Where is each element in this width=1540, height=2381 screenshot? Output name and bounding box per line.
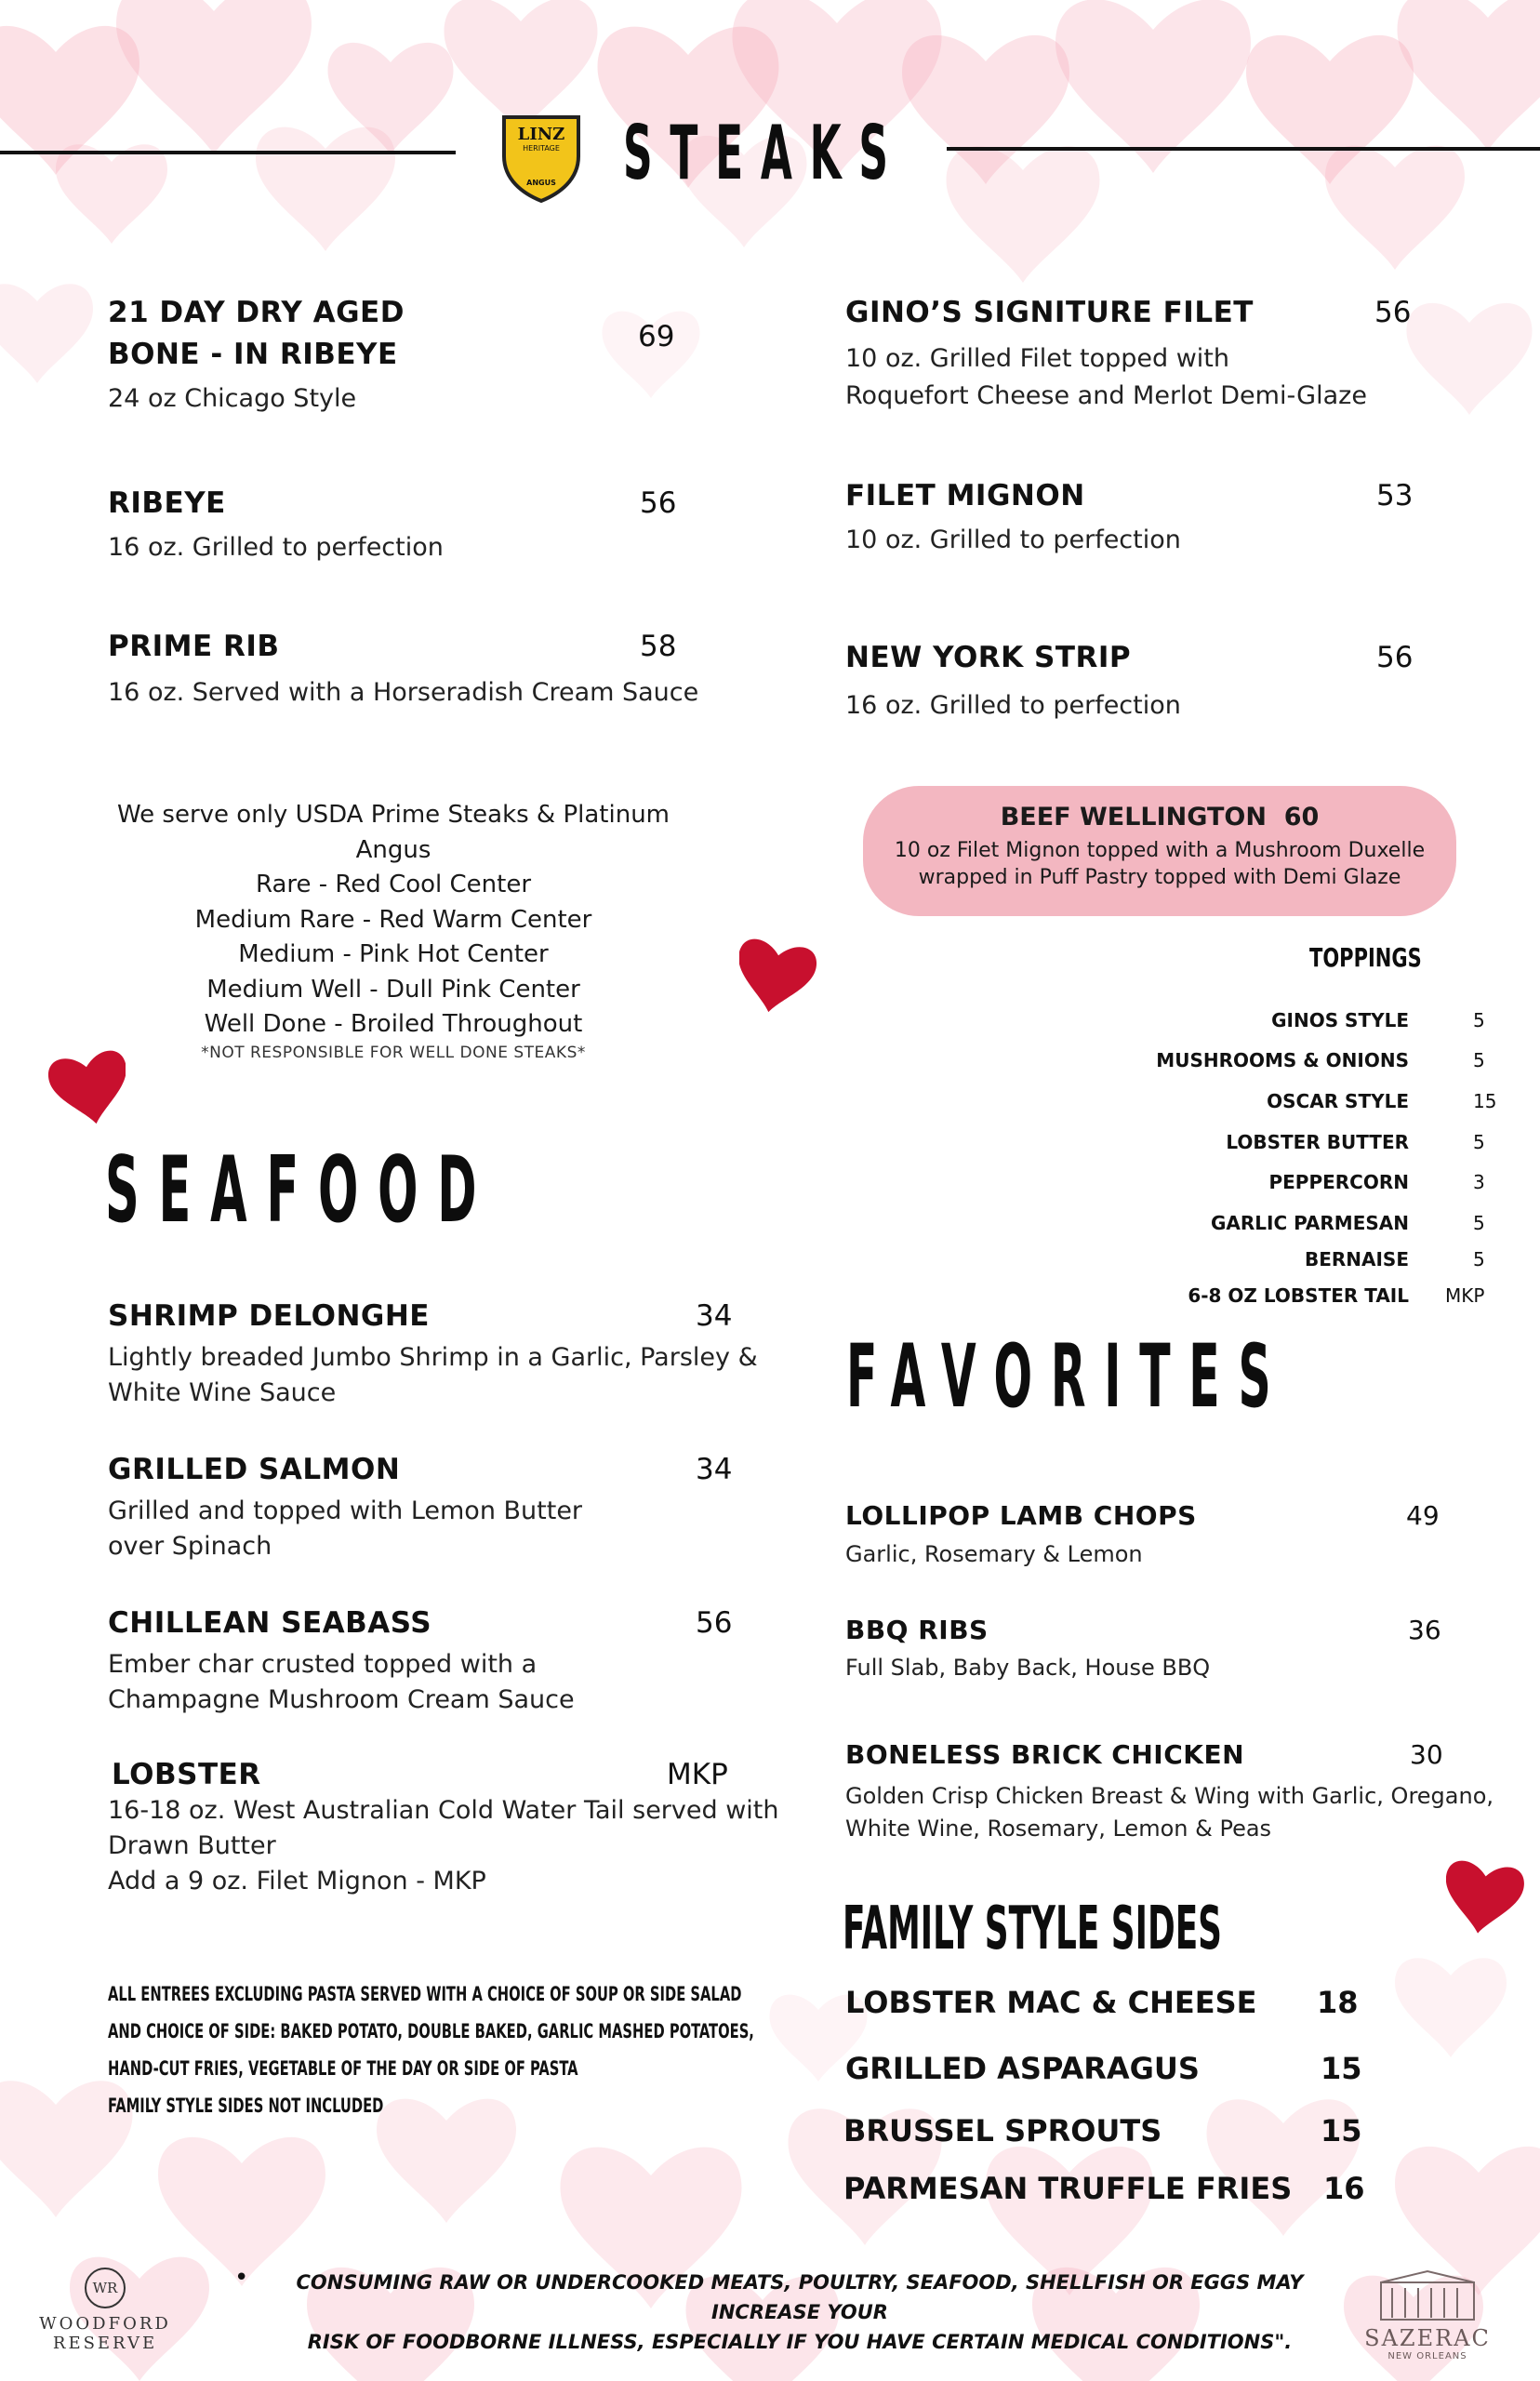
side-price: 18 bbox=[1317, 1985, 1359, 2020]
steak-name: GINO’S SIGNITURE FILET bbox=[845, 296, 1254, 329]
steak-desc: 10 oz. Grilled to perfection bbox=[845, 525, 1181, 554]
red-heart-icon bbox=[739, 935, 823, 1018]
favorite-price: 30 bbox=[1410, 1739, 1443, 1770]
seafood-desc: Ember char crusted topped with a bbox=[108, 1650, 538, 1679]
seafood-name: SHRIMP DELONGHE bbox=[108, 1299, 430, 1333]
lobster-desc: Add a 9 oz. Filet Mignon - MKP bbox=[108, 1867, 486, 1895]
entree-note bbox=[108, 1975, 754, 2124]
topping-name: OSCAR STYLE bbox=[1267, 1090, 1409, 1112]
header-rule-left bbox=[0, 151, 456, 154]
steak-price: 56 bbox=[640, 486, 677, 520]
health-warning-line: RISK OF FOODBORNE ILLNESS, ESPECIALLY IF YOU HAVE CERTAIN MEDICAL CONDITIONS". bbox=[307, 2331, 1293, 2353]
steak-desc: 24 oz Chicago Style bbox=[108, 384, 357, 413]
info-line: Well Done - Broiled Throughout bbox=[204, 1010, 583, 1038]
steak-price: 56 bbox=[1374, 296, 1412, 329]
side-name: LOBSTER MAC & CHEESE bbox=[845, 1985, 1257, 2020]
well-done-disclaimer: *NOT RESPONSIBLE FOR WELL DONE STEAKS* bbox=[201, 1044, 586, 1062]
entree-note-line: HAND-CUT FRIES, VEGETABLE OF THE DAY OR SIDE OF PASTA bbox=[108, 2057, 578, 2080]
favorite-price: 49 bbox=[1406, 1500, 1440, 1531]
steak-desc: 10 oz. Grilled Filet topped with bbox=[845, 344, 1230, 373]
topping-price: 5 bbox=[1473, 1009, 1485, 1031]
steak-price: 53 bbox=[1376, 479, 1414, 512]
favorite-name: BBQ RIBS bbox=[845, 1615, 989, 1645]
seafood-price: 34 bbox=[696, 1299, 733, 1333]
steaks-title: STEAKS bbox=[623, 110, 906, 196]
topping-name: GINOS STYLE bbox=[1271, 1009, 1409, 1031]
topping-name: PEPPERCORN bbox=[1268, 1171, 1409, 1193]
steak-desc: Roquefort Cheese and Merlot Demi-Glaze bbox=[845, 381, 1367, 410]
seafood-desc: White Wine Sauce bbox=[108, 1378, 337, 1407]
beef-wellington-desc: 10 oz Filet Mignon topped with a Mushroom Duxelle bbox=[894, 839, 1426, 862]
seafood-price: 56 bbox=[696, 1606, 733, 1640]
woodford-emblem-icon: WR bbox=[85, 2268, 126, 2308]
side-price: 15 bbox=[1321, 2113, 1362, 2148]
side-price: 15 bbox=[1321, 2051, 1362, 2086]
steak-name: NEW YORK STRIP bbox=[845, 641, 1132, 674]
steak-price: 58 bbox=[640, 630, 677, 663]
woodford-text: WOODFORD bbox=[39, 2314, 171, 2334]
info-line: Medium - Pink Hot Center bbox=[238, 940, 549, 968]
seafood-name: GRILLED SALMON bbox=[108, 1453, 401, 1486]
sazerac-subtext: NEW ORLEANS bbox=[1387, 2351, 1467, 2361]
sazerac-building-icon bbox=[1372, 2269, 1483, 2321]
steak-desc: 16 oz. Grilled to perfection bbox=[845, 691, 1181, 720]
favorite-desc: Golden Crisp Chicken Breast & Wing with Garlic, Oregano, bbox=[845, 1783, 1494, 1809]
seafood-name: CHILLEAN SEABASS bbox=[108, 1606, 432, 1640]
woodford-text: RESERVE bbox=[52, 2334, 158, 2353]
favorite-name: BONELESS BRICK CHICKEN bbox=[845, 1739, 1245, 1770]
topping-name: MUSHROOMS & ONIONS bbox=[1156, 1049, 1409, 1071]
logo-text-sub: HERITAGE bbox=[523, 144, 560, 153]
beef-wellington-box bbox=[863, 786, 1456, 916]
topping-price: 5 bbox=[1473, 1131, 1485, 1153]
side-name: PARMESAN TRUFFLE FRIES bbox=[843, 2171, 1293, 2206]
steak-name: RIBEYE bbox=[108, 486, 226, 520]
topping-price: 3 bbox=[1473, 1171, 1485, 1193]
doneness-info bbox=[80, 798, 707, 1043]
favorites-title: FAVORITES bbox=[846, 1326, 1290, 1428]
sazerac-logo bbox=[1339, 2269, 1516, 2361]
info-line: We serve only USDA Prime Steaks & Platinum Angus bbox=[116, 801, 670, 864]
beef-wellington-title: BEEF WELLINGTON 60 bbox=[1000, 803, 1320, 831]
steak-desc: 16 oz. Grilled to perfection bbox=[108, 533, 444, 562]
footer-bullet: • bbox=[234, 2264, 249, 2292]
logo-text-top: LINZ bbox=[517, 125, 565, 144]
info-line: Medium Rare - Red Warm Center bbox=[194, 905, 592, 934]
steak-name: PRIME RIB bbox=[108, 630, 280, 663]
topping-name: LOBSTER BUTTER bbox=[1226, 1131, 1409, 1153]
toppings-title: TOPPINGS bbox=[1309, 942, 1422, 973]
seafood-desc: Lightly breaded Jumbo Shrimp in a Garlic, Parsley & bbox=[108, 1343, 758, 1372]
side-name: BRUSSEL SPROUTS bbox=[843, 2113, 1162, 2148]
lobster-price: MKP bbox=[667, 1758, 728, 1791]
health-warning-line: CONSUMING RAW OR UNDERCOOKED MEATS, POULTRY, SEAFOOD, SHELLFISH OR EGGS MAY INCREASE YOUR bbox=[296, 2271, 1304, 2323]
side-price: 16 bbox=[1323, 2171, 1365, 2206]
seafood-desc: Grilled and topped with Lemon Butter bbox=[108, 1496, 583, 1525]
lobster-desc: Drawn Butter bbox=[108, 1831, 276, 1860]
steak-desc: 16 oz. Served with a Horseradish Cream Sauce bbox=[108, 678, 699, 707]
topping-price: 15 bbox=[1473, 1090, 1497, 1112]
sazerac-text: SAZERAC bbox=[1364, 2325, 1491, 2351]
linz-angus-logo bbox=[499, 110, 583, 203]
health-warning bbox=[260, 2268, 1339, 2357]
steak-price: 69 bbox=[638, 320, 675, 353]
side-name: GRILLED ASPARAGUS bbox=[845, 2051, 1200, 2086]
seafood-desc: over Spinach bbox=[108, 1532, 272, 1561]
topping-name: BERNAISE bbox=[1304, 1248, 1409, 1270]
favorite-price: 36 bbox=[1408, 1615, 1441, 1645]
beef-wellington-desc: wrapped in Puff Pastry topped with Demi Glaze bbox=[918, 866, 1401, 889]
sides-title: FAMILY STYLE SIDES bbox=[843, 1895, 1222, 1963]
steak-name: FILET MIGNON bbox=[845, 479, 1085, 512]
topping-price: MKP bbox=[1445, 1284, 1485, 1307]
woodford-reserve-logo bbox=[35, 2268, 175, 2353]
topping-name: GARLIC PARMESAN bbox=[1210, 1212, 1409, 1234]
favorite-desc: White Wine, Rosemary, Lemon & Peas bbox=[845, 1816, 1272, 1842]
red-heart-icon bbox=[1446, 1856, 1530, 1939]
topping-price: 5 bbox=[1473, 1049, 1485, 1071]
seafood-desc: Champagne Mushroom Cream Sauce bbox=[108, 1685, 575, 1714]
entree-note-line: ALL ENTREES EXCLUDING PASTA SERVED WITH A CHOICE OF SOUP OR SIDE SALAD bbox=[108, 1983, 742, 2005]
lobster-name: LOBSTER bbox=[112, 1758, 261, 1791]
topping-price: 5 bbox=[1473, 1248, 1485, 1270]
seafood-title: SEAFOOD bbox=[105, 1137, 497, 1244]
steak-name: 21 DAY DRY AGED bbox=[108, 296, 405, 329]
steak-price: 56 bbox=[1376, 641, 1414, 674]
entree-note-line: AND CHOICE OF SIDE: BAKED POTATO, DOUBLE BAKED, GARLIC MASHED POTATOES, bbox=[108, 2020, 754, 2042]
favorite-name: LOLLIPOP LAMB CHOPS bbox=[845, 1500, 1197, 1531]
info-line: Medium Well - Dull Pink Center bbox=[206, 975, 580, 1004]
favorite-desc: Full Slab, Baby Back, House BBQ bbox=[845, 1655, 1211, 1681]
lobster-desc: 16-18 oz. West Australian Cold Water Tail served with bbox=[108, 1796, 779, 1825]
favorite-desc: Garlic, Rosemary & Lemon bbox=[845, 1541, 1143, 1567]
steak-name: BONE - IN RIBEYE bbox=[108, 338, 398, 371]
entree-note-line: FAMILY STYLE SIDES NOT INCLUDED bbox=[108, 2095, 384, 2117]
header-rule-right bbox=[947, 147, 1540, 151]
topping-price: 5 bbox=[1473, 1212, 1485, 1234]
seafood-price: 34 bbox=[696, 1453, 733, 1486]
logo-text-bottom: ANGUS bbox=[526, 179, 556, 187]
topping-name: 6-8 OZ LOBSTER TAIL bbox=[1188, 1284, 1409, 1307]
info-line: Rare - Red Cool Center bbox=[255, 871, 532, 898]
